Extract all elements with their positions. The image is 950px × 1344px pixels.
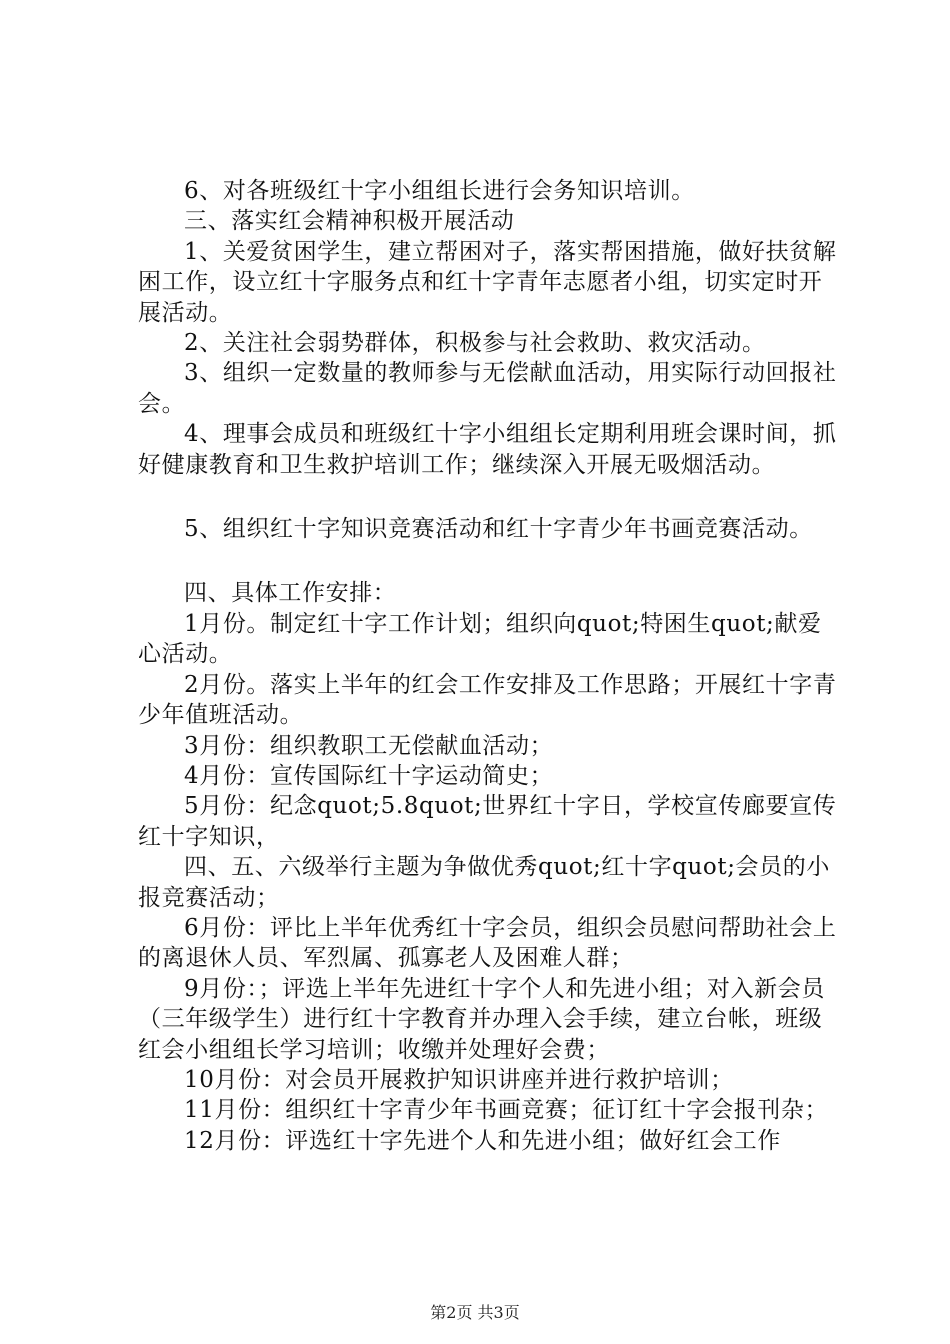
paragraph-gap bbox=[138, 480, 838, 514]
section-heading-3: 三、落实红会精神积极开展活动 bbox=[184, 208, 515, 235]
page-number-footer: 第2页 共3页 bbox=[430, 1303, 520, 1322]
schedule-june: 6月份：评比上半年优秀红十字会员，组织会员慰问帮助社会上的离退休人员、军烈属、孤寡老人及困难人群； bbox=[138, 914, 837, 972]
schedule-december: 12月份：评选红十字先进个人和先进小组；做好红会工作 bbox=[184, 1127, 781, 1154]
document-body bbox=[138, 176, 838, 1156]
paragraph-item-6-training: 6、对各班级红十字小组组长进行会务知识培训。 bbox=[184, 178, 695, 204]
paragraph-item-4-health-education: 4、理事会成员和班级红十字小组组长定期利用班会课时间，抓好健康教育和卫生救护培训工作；继续深入开展无吸烟活动。 bbox=[138, 421, 837, 478]
schedule-february: 2月份。落实上半年的红会工作安排及工作思路；开展红十字青少年值班活动。 bbox=[138, 671, 837, 729]
schedule-january: 1月份。制定红十字工作计划；组织向quot;特困生quot;献爱心活动。 bbox=[138, 610, 822, 668]
paragraph-item-5-competition: 5、组织红十字知识竞赛活动和红十字青少年书画竞赛活动。 bbox=[184, 516, 813, 543]
schedule-april: 4月份：宣传国际红十字运动简史； bbox=[184, 762, 554, 789]
section-heading-4: 四、具体工作安排： bbox=[184, 580, 397, 607]
schedule-march: 3月份：组织教职工无偿献血活动； bbox=[184, 732, 554, 759]
paragraph-gap bbox=[138, 544, 838, 578]
schedule-may-contest: 四、五、六级举行主题为争做优秀quot;红十字quot;会员的小报竞赛活动； bbox=[138, 854, 830, 911]
schedule-september: 9月份：；评选上半年先进红十字个人和先进小组；对入新会员（三年级学生）进行红十字教育并办理入会手续，建立台帐，班级红会小组组长学习培训；收缴并处理好会费； bbox=[138, 975, 825, 1063]
paragraph-item-3-blood-donation: 3、组织一定数量的教师参与无偿献血活动，用实际行动回报社会。 bbox=[138, 360, 837, 417]
schedule-may: 5月份：纪念quot;5.8quot;世界红十字日，学校宣传廊要宣传红十字知识， bbox=[138, 793, 837, 850]
paragraph-item-1-poverty: 1、关爱贫困学生，建立帮困对子，落实帮困措施，做好扶贫解困工作，设立红十字服务点和红十字青年志愿者小组，切实定时开展活动。 bbox=[138, 238, 837, 326]
schedule-november: 11月份：组织红十字青少年书画竞赛；征订红十字会报刊杂； bbox=[184, 1097, 829, 1124]
schedule-october: 10月份：对会员开展救护知识讲座并进行救护培训； bbox=[184, 1066, 734, 1093]
paragraph-item-2-social-aid: 2、关注社会弱势群体，积极参与社会救助、救灾活动。 bbox=[184, 330, 766, 357]
